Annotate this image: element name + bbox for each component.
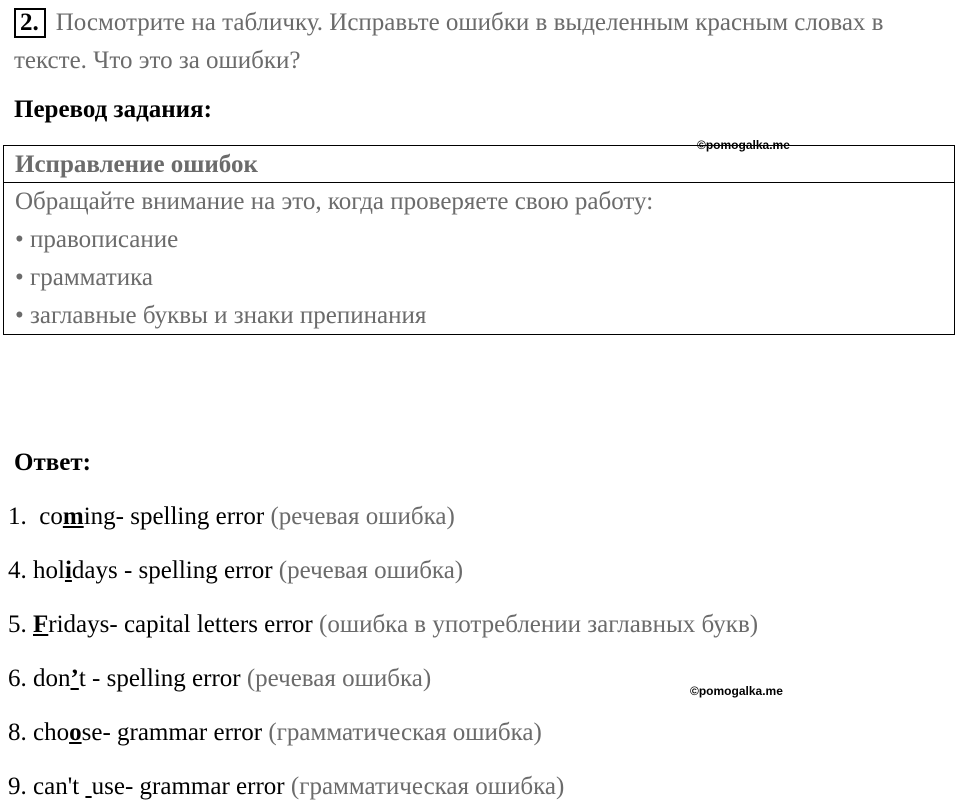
corrected-letter: F <box>33 611 49 638</box>
answer-note: (речевая ошибка) <box>246 665 432 692</box>
answer-item <box>8 716 542 750</box>
answer-word: Fridays <box>33 611 110 638</box>
answer-item <box>8 662 431 696</box>
box-title: Исправление ошибок <box>4 146 954 183</box>
answer-error-type: - spelling error <box>85 665 241 692</box>
answer-note: (грамматическая ошибка) <box>268 719 542 746</box>
translation-heading: Перевод задания: <box>14 96 212 123</box>
answer-note: (речевая ошибка) <box>270 503 455 530</box>
corrected-letter: m <box>62 503 84 530</box>
answer-word: don’t <box>33 665 86 692</box>
answer-number: 1. <box>8 503 27 530</box>
answer-word: choose <box>33 719 103 746</box>
watermark: ©pomogalka.me <box>690 684 783 698</box>
corrected-letter: ’ <box>70 665 79 692</box>
answer-note: (грамматическая ошибка) <box>290 773 565 800</box>
answer-word: holidays <box>33 557 118 584</box>
answer-error-type: - spelling error <box>115 503 265 530</box>
answer-item <box>8 770 564 804</box>
answer-item <box>8 554 463 588</box>
answer-number: 4. <box>8 557 27 584</box>
box-body <box>4 183 954 335</box>
answer-item <box>8 500 455 534</box>
answer-error-type: - spelling error <box>117 557 273 584</box>
task-statement <box>14 4 944 80</box>
answer-word: coming <box>39 503 116 530</box>
answer-number: 9. <box>8 773 27 800</box>
box-item-capitals: • заглавные буквы и знаки препинания <box>15 302 427 329</box>
box-item-spelling: • правописание <box>15 226 179 253</box>
answer-error-type: - capital letters error <box>109 611 313 638</box>
answer-error-type: - grammar error <box>102 719 263 746</box>
task-text: Посмотрите на табличку. Исправьте ошибки в выделенным красным словах в тексте. Что это за ошибки? <box>14 9 884 74</box>
answer-error-type: - grammar error <box>124 773 285 800</box>
answer-number: 5. <box>8 611 27 638</box>
answer-number: 8. <box>8 719 27 746</box>
watermark: ©pomogalka.me <box>697 138 790 152</box>
answer-note: (речевая ошибка) <box>278 557 464 584</box>
corrected-letter: i <box>64 557 72 584</box>
answer-number: 6. <box>8 665 27 692</box>
answer-word: can't use <box>33 773 125 800</box>
box-item-grammar: • грамматика <box>15 264 153 291</box>
corrected-letter: o <box>69 719 82 746</box>
answer-heading: Ответ: <box>14 449 91 476</box>
task-number: 2. <box>14 8 46 38</box>
answer-note: (ошибка в употреблении заглавных букв) <box>319 611 759 638</box>
box-intro: Обращайте внимание на это, когда проверяете свою работу: <box>15 188 654 215</box>
error-correction-box <box>3 145 955 335</box>
answer-item <box>8 608 758 642</box>
